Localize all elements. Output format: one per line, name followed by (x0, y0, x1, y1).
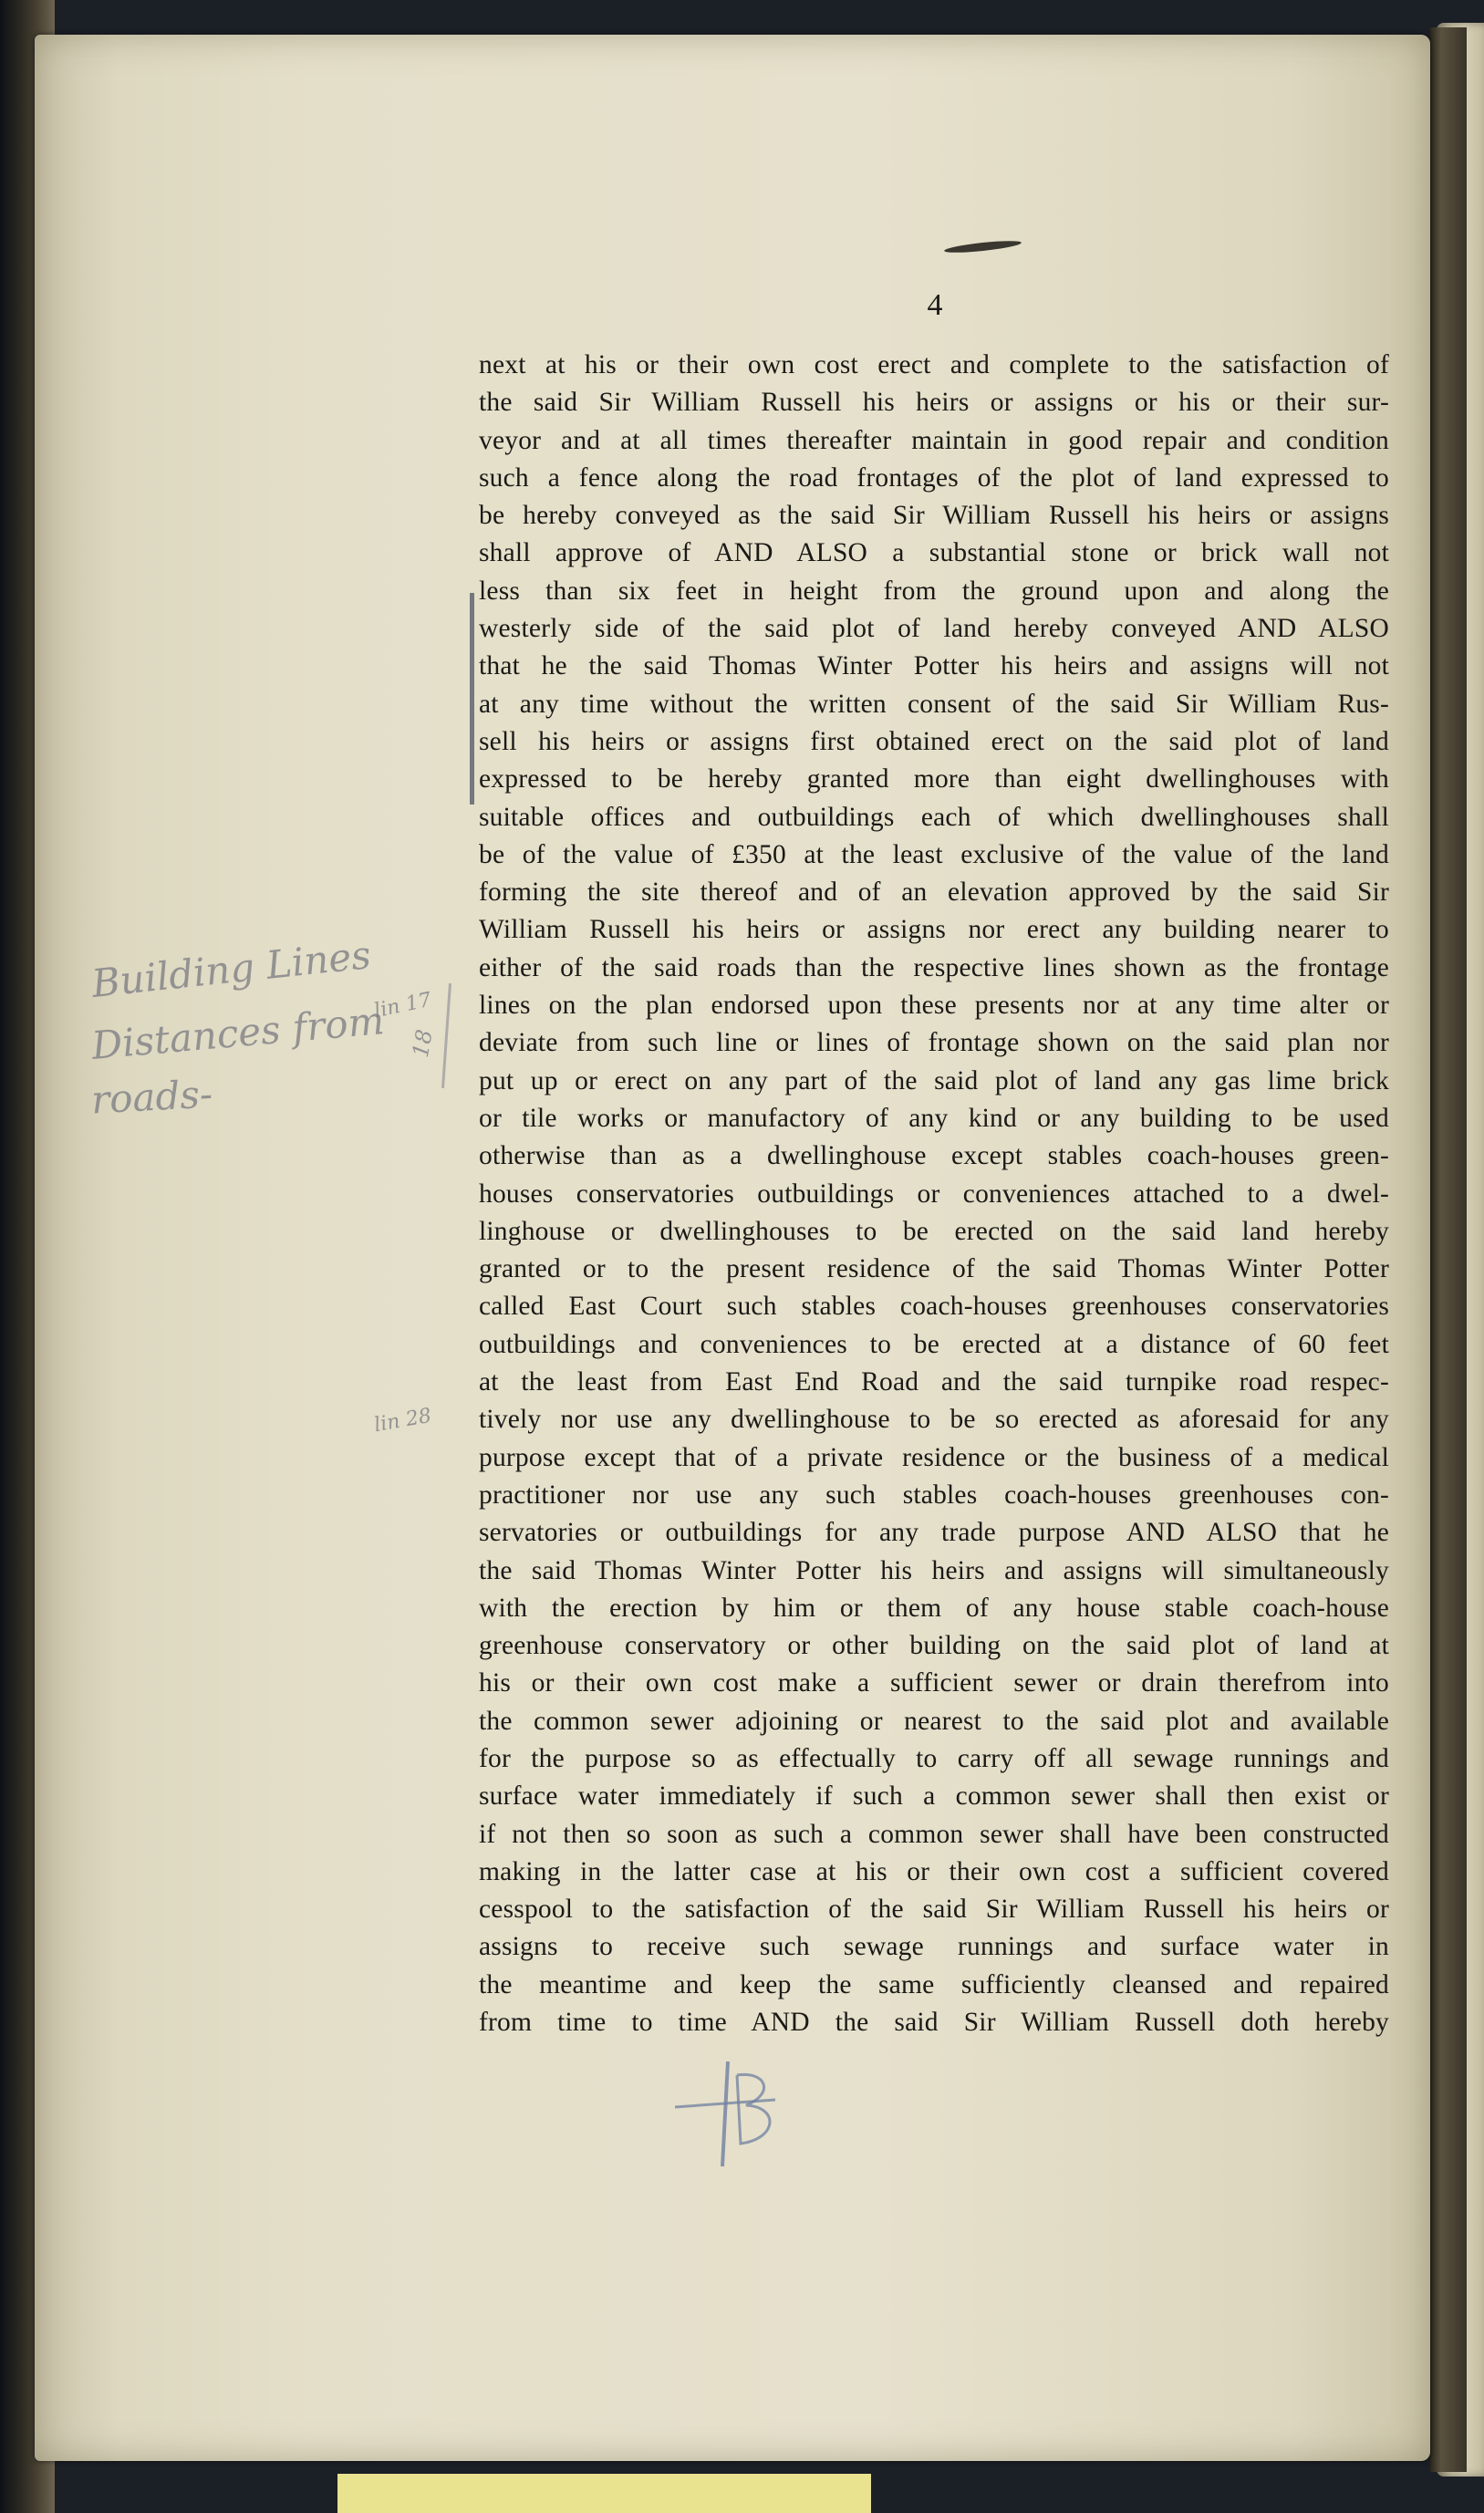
text-line: be hereby conveyed as the said Sir William Russell his heirs or assigns (479, 501, 1389, 531)
page-number: 4 (927, 288, 943, 322)
page-shadow-edge (1430, 27, 1467, 2472)
text-line: the said Thomas Winter Potter his heirs and assigns will simultaneously (479, 1555, 1389, 1585)
text-line: expressed to be hereby granted more than eight dwellinghouses with (479, 764, 1389, 794)
text-line: purpose except that of a private residence or the business of a medical (479, 1442, 1389, 1472)
text-line: outbuildings and conveniences to be erected at a distance of 60 feet (479, 1329, 1389, 1359)
line-reference-17: lin 17 (372, 988, 434, 1023)
text-line: be of the value of £350 at the least exclusive of the value of the land (479, 839, 1389, 869)
text-line: veyor and at all times thereafter maintain in good repair and condition (479, 425, 1389, 455)
text-line: suitable offices and outbuildings each of which dwellinghouses shall (479, 802, 1389, 832)
margin-bracket (470, 593, 474, 805)
text-line: with the erection by him or them of any house stable coach-house (479, 1593, 1389, 1623)
handwritten-initials (666, 2052, 803, 2171)
paper-tab (337, 2474, 871, 2513)
text-line: or tile works or manufactory of any kind or any building to be used (479, 1103, 1389, 1133)
text-line: his or their own cost make a sufficient sewer or drain therefrom into (479, 1668, 1389, 1698)
deed-text (479, 347, 1389, 2041)
text-line: granted or to the present residence of the said Thomas Winter Potter (479, 1254, 1389, 1284)
text-line: the said Sir William Russell his heirs or assigns or his or their sur- (479, 388, 1389, 418)
text-line: called East Court such stables coach-houses greenhouses conservatories (479, 1292, 1389, 1322)
margin-note-line-2: Distances from (89, 998, 387, 1068)
line-reference-18: 18 (407, 1027, 438, 1060)
text-line: houses conservatories outbuildings or conveniences attached to a dwel- (479, 1179, 1389, 1209)
text-line: linghouse or dwellinghouses to be erected on the said land hereby (479, 1216, 1389, 1246)
text-line: for the purpose so as effectually to carry off all sewage runnings and (479, 1743, 1389, 1773)
line-reference-28: lin 28 (372, 1404, 433, 1438)
text-line: William Russell his heirs or assigns nor erect any building nearer to (479, 915, 1389, 945)
text-line: assigns to receive such sewage runnings and surface water in (479, 1932, 1389, 1962)
text-line: deviate from such line or lines of frontage shown on the said plan nor (479, 1028, 1389, 1058)
text-line: at any time without the written consent of the said Sir William Rus- (479, 689, 1389, 719)
text-line: put up or erect on any part of the said plot of land any gas lime brick (479, 1065, 1389, 1096)
text-line: shall approve of AND ALSO a substantial stone or brick wall not (479, 538, 1389, 568)
margin-note-line-3: roads- (89, 1071, 214, 1123)
text-line: cesspool to the satisfaction of the said Sir William Russell his heirs or (479, 1895, 1389, 1925)
text-line: making in the latter case at his or their own cost a sufficient covered (479, 1856, 1389, 1886)
text-line: practitioner nor use any such stables coach-houses greenhouses con- (479, 1480, 1389, 1510)
text-line: surface water immediately if such a common sewer shall then exist or (479, 1781, 1389, 1812)
text-line: tively nor use any dwellinghouse to be so erected as aforesaid for any (479, 1405, 1389, 1435)
text-line: westerly side of the said plot of land hereby conveyed AND ALSO (479, 614, 1389, 644)
text-line: the common sewer adjoining or nearest to the said plot and available (479, 1706, 1389, 1736)
margin-note-line-1: Building Lines (89, 932, 373, 1006)
text-line: the meantime and keep the same sufficiently cleansed and repaired (479, 1969, 1389, 1999)
text-line: lines on the plan endorsed upon these presents nor at any time alter or (479, 991, 1389, 1021)
text-line: sell his heirs or assigns first obtained erect on the said plot of land (479, 726, 1389, 756)
text-line: at the least from East End Road and the said turnpike road respec- (479, 1367, 1389, 1397)
text-line: next at his or their own cost erect and complete to the satisfaction of (479, 350, 1389, 379)
text-line: either of the said roads than the respective lines shown as the frontage (479, 952, 1389, 982)
text-line: from time to time AND the said Sir William Russell doth hereby (479, 2008, 1389, 2038)
text-line: that he the said Thomas Winter Potter his heirs and assigns will not (479, 651, 1389, 681)
text-line: otherwise than as a dwellinghouse except stables coach-houses green- (479, 1141, 1389, 1171)
text-line: if not then so soon as such a common sewer shall have been constructed (479, 1819, 1389, 1849)
text-line: less than six feet in height from the ground upon and along the (479, 576, 1389, 606)
text-line: servatories or outbuildings for any trade purpose AND ALSO that he (479, 1518, 1389, 1548)
text-line: forming the site thereof and of an elevation approved by the said Sir (479, 877, 1389, 908)
text-line: greenhouse conservatory or other building on the said plot of land at (479, 1631, 1389, 1661)
text-line: such a fence along the road frontages of the plot of land expressed to (479, 462, 1389, 493)
